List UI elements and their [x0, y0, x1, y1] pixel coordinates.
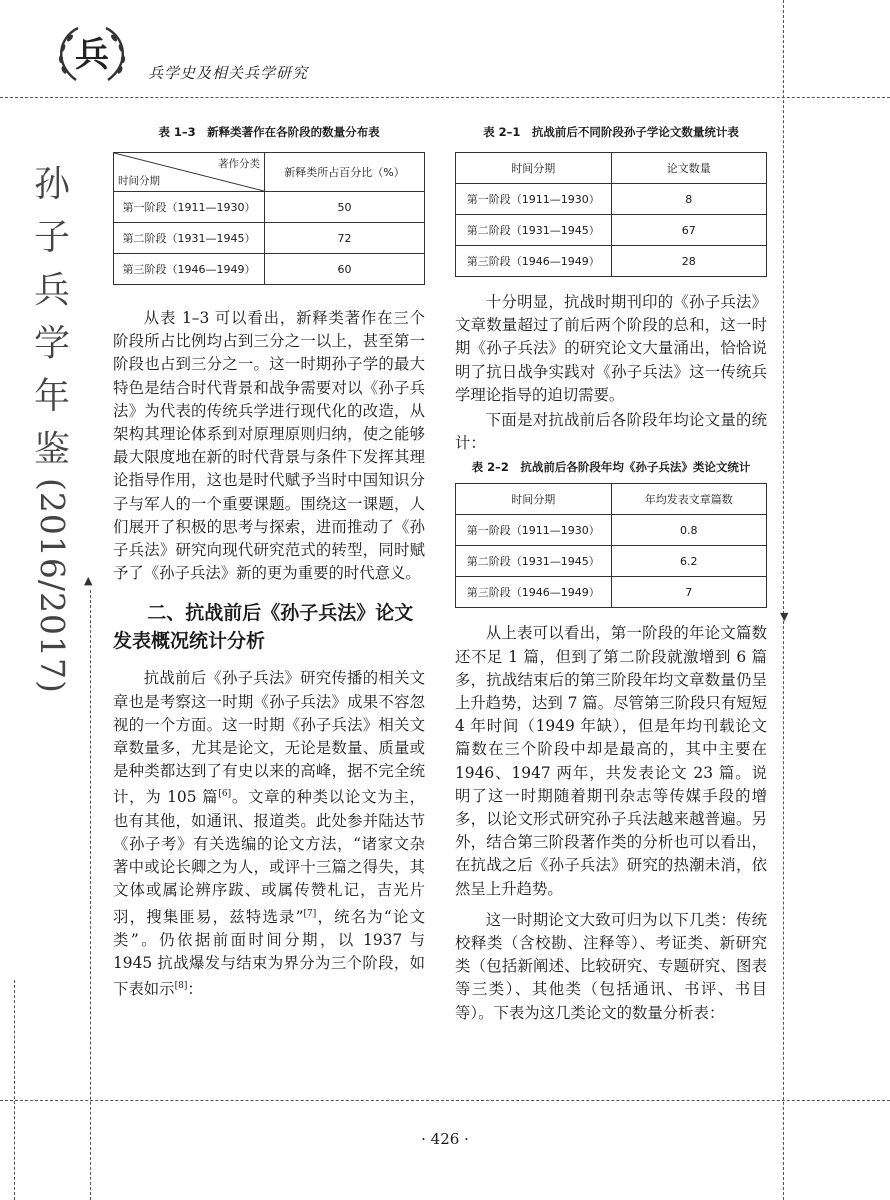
period-cell: 第二阶段（1931—1945） [456, 546, 612, 577]
table-row [456, 246, 767, 277]
para-text: 。文章的种类以论文为主，也有其他，如通讯、报道类。此处参并陆达节《孙子考》有关选编的论文方法，“诸家文杂著中或论长卿之为人，或评十三篇之得失，其文体或属论辨序跋、或属传赞札记，吉光片羽，搜集匪易，兹特选录” [113, 788, 425, 926]
period-cell: 第三阶段（1946—1949） [456, 577, 612, 608]
title-char: 兵 [33, 270, 70, 311]
arrow-up-icon: ▲ [84, 574, 93, 587]
para-text: ： [187, 980, 203, 999]
title-char: 子 [33, 217, 70, 258]
column-header: 新释类所占百分比（%） [265, 153, 425, 192]
body-paragraph: 这一时期论文大致可归为以下几类：传统校释类（含校勘、注释等）、考证类、新研究类（包括新阐述、比较研究、专题研究、图表等三类）、其他类（包括通讯、书评、书目等）。下表为这几类论文的数量分析表： [455, 910, 767, 1022]
bottom-cut-line [0, 1100, 890, 1101]
column-header: 时间分期 [456, 484, 612, 515]
title-char: 鉴 [33, 429, 70, 470]
diagonal-header-cell [114, 153, 265, 192]
table-row [114, 254, 425, 285]
body-paragraph: 下面是对抗战前后各阶段年均论文量的统计： [455, 411, 767, 453]
para-text: ，统名为“论文类”。仍依据前面时间分期，以 1937 与 1945 抗战爆发与结束为界分为三个阶段，如下表如示 [113, 907, 425, 999]
left-outer-line [14, 980, 15, 1200]
arrow-down-icon: ▼ [780, 610, 789, 623]
body-paragraph [113, 667, 425, 1001]
title-year: (2016/2017) [33, 478, 72, 694]
column-header: 年均发表文章篇数 [611, 484, 767, 515]
period-cell: 第二阶段（1931—1945） [456, 215, 612, 246]
section-heading: 二、抗战前后《孙子兵法》论文发表概况统计分析 [113, 602, 414, 653]
period-cell: 第二阶段（1931—1945） [114, 223, 265, 254]
body-paragraph: 从上表可以看出，第一阶段的年论文篇数还不足 1 篇，但到了第二阶段就激增到 6 篇多，抗战结束后的第三阶段年均文章数量仍呈上升趋势，达到 7 篇。尽管第三阶段只有短短 4 年时间（1949 年缺），但是年均刊载论文篇数在三个阶段中却是最高的，其中主要在 1946、1947 两年，共发表论文 23 篇。说明了这一时期随着期刊杂志等传媒手段的增多，以论文形式研究孙子兵法越来越普遍。另外，结合第三阶段著作类的分析也可以看出，在抗战之后《孙子兵法》研究的热潮未消，依然呈上升趋势。 [455, 624, 767, 898]
logo-glyph: 兵 [75, 35, 109, 75]
table-row [114, 223, 425, 254]
body-paragraph: 十分明显，抗战时期刊印的《孙子兵法》文章数量超过了前后两个阶段的总和，这一时期《孙子兵法》的研究论文大量涌出，恰恰说明了抗日战争实践对《孙子兵法》这一传统兵学理论指导的迫切需要。 [455, 293, 767, 404]
laurel-logo-icon [48, 20, 136, 86]
table-row [456, 546, 767, 577]
table-row [456, 577, 767, 608]
table-2-1 [455, 152, 767, 277]
title-char: 学 [33, 323, 70, 364]
running-title: 兵学史及相关兵学研究 [148, 64, 309, 82]
title-char: 孙 [33, 164, 70, 205]
value-cell: 0.8 [611, 515, 767, 546]
period-cell: 第一阶段（1911—1930） [456, 184, 612, 215]
period-cell: 第三阶段（1946—1949） [456, 246, 612, 277]
value-cell: 6.2 [611, 546, 767, 577]
table-1-3-caption: 表 1–3 新释类著作在各阶段的数量分布表 [158, 125, 380, 139]
period-cell: 第一阶段（1911—1930） [114, 192, 265, 223]
para-text: 抗战前后《孙子兵法》研究传播的相关文章也是考察这一时期《孙子兵法》成果不容忽视的一个方面。这一时期《孙子兵法》相关文章数量多，尤其是论文，无论是数量、质量或是种类都达到了有史以来的高峰，据不完全统计，为 105 篇 [113, 669, 425, 807]
diag-bottom-label: 时间分期 [118, 175, 160, 187]
diag-top-label: 著作分类 [218, 158, 260, 170]
value-cell: 8 [611, 184, 767, 215]
left-column [113, 124, 425, 1002]
table-row [456, 215, 767, 246]
value-cell: 28 [611, 246, 767, 277]
body-paragraph: 从表 1–3 可以看出，新释类著作在三个阶段所占比例均占到三分之一以上，甚至第一阶段也占到三分之一。这一时期孙子学的最大特色是结合时代背景和战争需要对以《孙子兵法》为代表的传统兵学进行现代化的改造，从架构其理论体系到对原理原则归纳，使之能够最大限度地在新的时代背景与条件下发挥其理论指导作用，这也是时代赋予当时中国知识分子与军人的一个重要课题。围绕这一课题，人们展开了积极的思考与探索，进而推动了《孙子兵法》研究向现代研究范式的转型，同时赋予了《孙子兵法》新的更为重要的时代意义。 [113, 309, 425, 583]
value-cell: 67 [611, 215, 767, 246]
table-2-1-caption: 表 2–1 抗战前后不同阶段孙子学论文数量统计表 [483, 125, 739, 139]
period-cell: 第三阶段（1946—1949） [114, 254, 265, 285]
value-cell: 7 [611, 577, 767, 608]
table-2-2 [455, 483, 767, 608]
page-number: · 426 · [421, 1130, 469, 1148]
citation-ref: [8] [174, 981, 188, 992]
value-cell: 50 [265, 192, 425, 223]
right-column [455, 124, 767, 1025]
table-row [456, 184, 767, 215]
period-cell: 第一阶段（1911—1930） [456, 515, 612, 546]
value-cell: 60 [265, 254, 425, 285]
column-header: 论文数量 [611, 153, 767, 184]
table-row [114, 192, 425, 223]
table-header-row [456, 153, 767, 184]
table-header-row [114, 153, 425, 192]
value-cell: 72 [265, 223, 425, 254]
title-char: 年 [33, 376, 70, 417]
top-cut-line [0, 97, 890, 98]
left-cut-line [90, 590, 91, 1200]
table-header-row [456, 484, 767, 515]
right-cut-line [783, 0, 784, 1200]
citation-ref: [7] [303, 908, 317, 919]
table-2-2-caption: 表 2–2 抗战前后各阶段年均《孙子兵法》类论文统计 [471, 460, 751, 475]
table-1-3 [113, 152, 425, 285]
citation-ref: [6] [218, 789, 232, 800]
column-header: 时间分期 [456, 153, 612, 184]
table-row [456, 515, 767, 546]
book-title-vertical [26, 158, 78, 694]
